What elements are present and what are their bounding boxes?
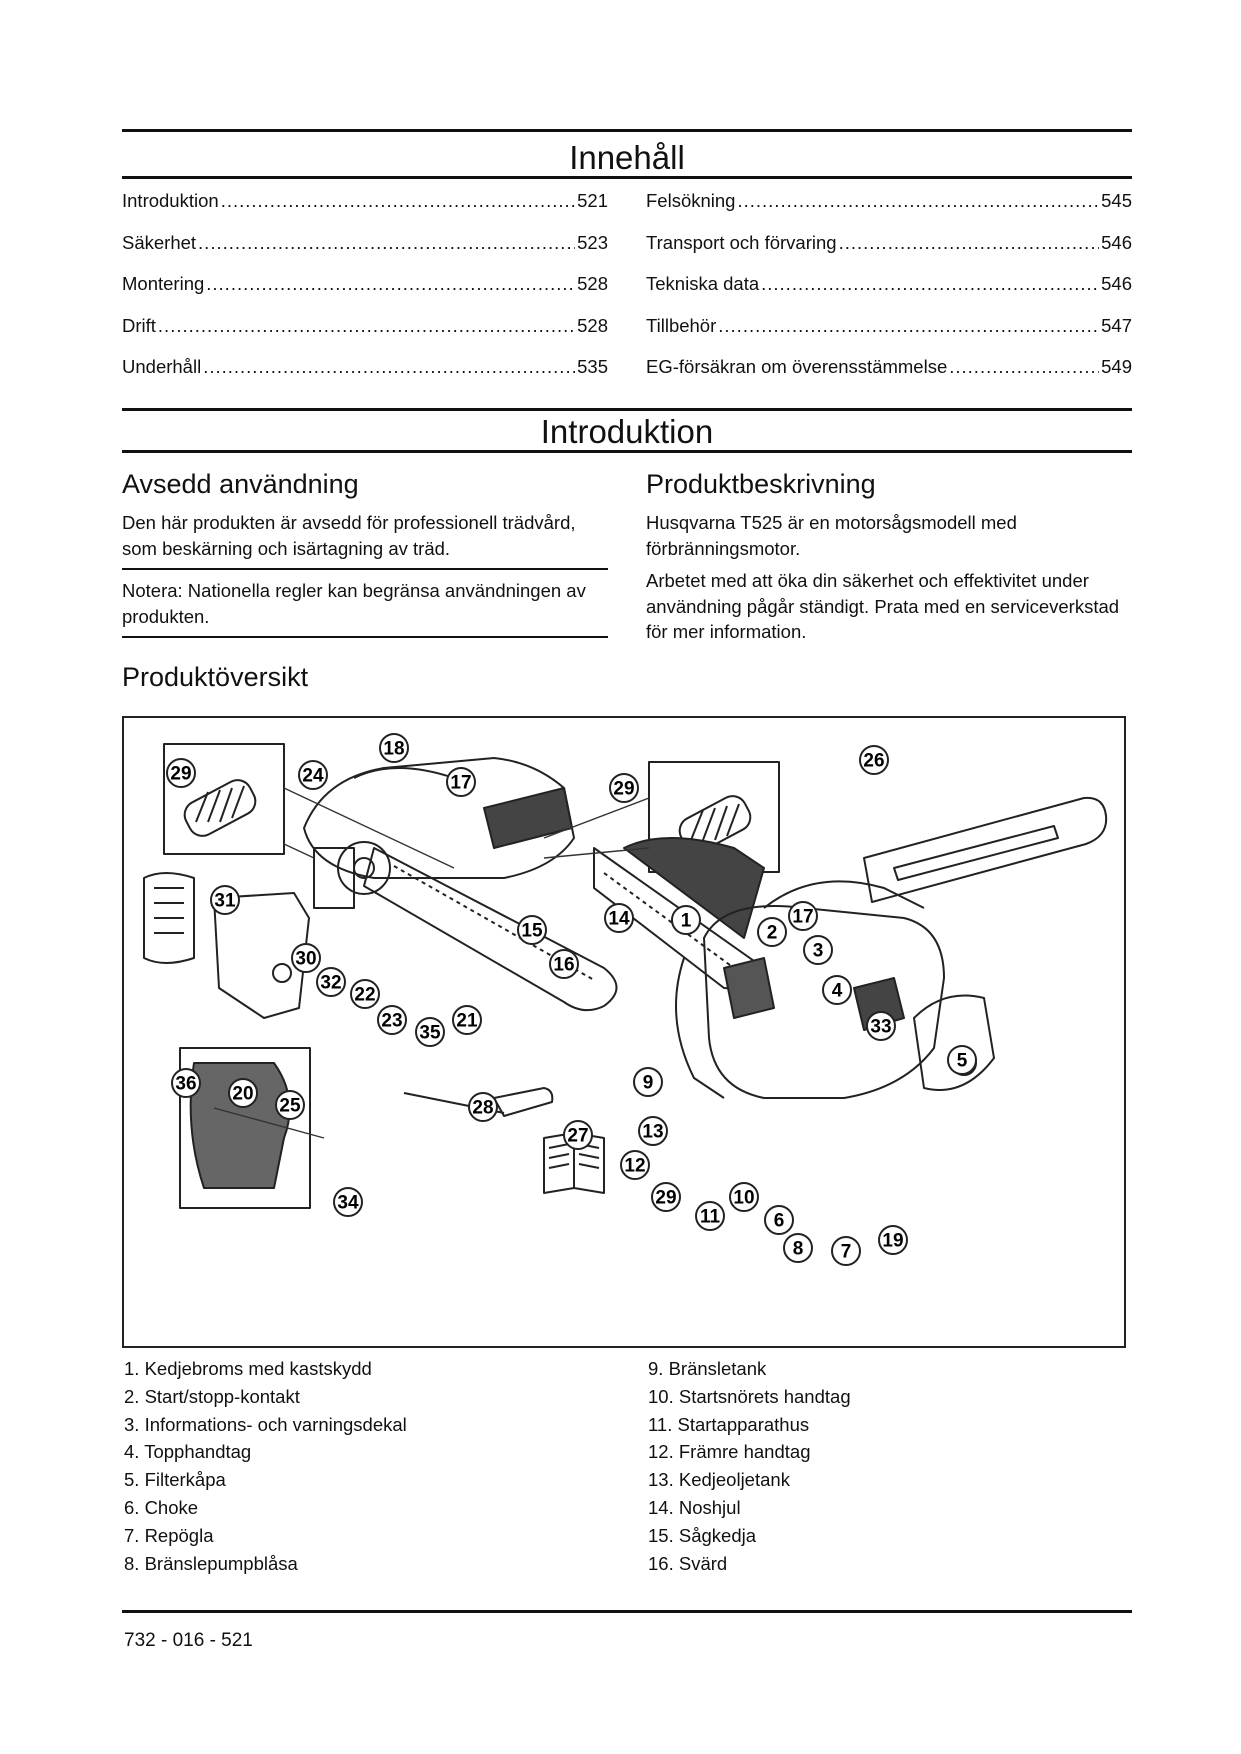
callout-number: 36 [175,1073,197,1095]
callout-17 [789,902,817,930]
footer-rule [122,1610,1132,1613]
toc-entry[interactable] [122,190,608,232]
sprocket-hub-icon [354,858,374,878]
legend-item: 12. Främre handtag [648,1441,811,1463]
callout-number: 7 [840,1241,852,1263]
callout-number: 23 [381,1010,403,1032]
toc-entry[interactable] [122,315,608,357]
note-text: Nationella regler kan begränsa användningen av produkten. [122,580,586,627]
callout-6 [765,1206,793,1234]
intro-title: Introduktion [540,413,714,450]
legend-item: 14. Noshjul [648,1496,741,1518]
toc-entry-label: Underhåll [122,356,202,377]
toc-entry[interactable] [646,315,1132,357]
callout-10 [730,1183,758,1211]
legend-item: 7. Repögla [124,1524,214,1546]
front-handle-icon [676,958,724,1098]
callout-number: 25 [279,1095,301,1117]
toc-top-rule [122,129,1132,132]
legend-item: 2. Start/stopp-kontakt [124,1385,300,1407]
intro-bottom-rule [122,450,1132,453]
legend-item: 16. Svärd [648,1552,728,1574]
callout-number: 21 [456,1010,478,1032]
callout-number: 30 [295,948,317,970]
toc-entry-page: 545 [1101,190,1132,211]
toc-entry-page: 535 [577,356,608,377]
legend-item: 4. Topphandtag [124,1441,252,1463]
toc-entry-label: Tillbehör [646,314,717,336]
legend-item: 11. Startapparathus [648,1413,810,1435]
callout-number: 4 [831,980,843,1002]
toc-leader [158,315,575,337]
callout-8 [784,1234,812,1262]
description-heading: Produktbeskrivning [646,469,876,499]
callout-35 [416,1018,444,1046]
toc-entry-page: 523 [577,231,608,253]
callout-number: 3 [812,940,824,962]
callout-number: 17 [792,906,814,928]
toc-entry-label: EG-försäkran om överensstämmelse [646,356,948,377]
note-label: Notera: [122,580,183,601]
callout-36 [172,1069,200,1097]
callout-22 [351,980,379,1008]
callout-19 [879,1226,907,1254]
toc-title: Innehåll [569,139,685,176]
intended-use-text: Den här produkten är avsedd för professionell trädvård, som beskärning och isärtagning av träd. [122,512,576,559]
legend-item: 13. Kedjeoljetank [648,1469,790,1491]
toc-entry[interactable] [122,356,608,398]
callout-30 [292,944,320,972]
starter-grille-icon [724,958,774,1018]
toc-entry-label: Introduktion [122,190,219,211]
description-text-1: Husqvarna T525 är en motorsågsmodell med förbränningsmotor. [646,512,1017,559]
callout-number: 34 [337,1192,359,1214]
callout-number: 29 [613,778,635,800]
note-top-rule [122,568,608,570]
callout-31 [211,886,239,914]
callout-number: 6 [773,1210,785,1232]
callout-7 [832,1237,860,1265]
callout-group [167,734,976,1265]
callout-number: 20 [232,1083,254,1105]
top-handle-icon [354,768,454,778]
callout-20 [229,1079,257,1107]
callout-15 [518,916,546,944]
callout-number: 8 [792,1238,804,1260]
callout-21 [453,1006,481,1034]
toc-entry-page: 528 [577,314,608,336]
guide-bar-spare-icon [864,798,1106,902]
clutch-housing-icon [314,848,354,908]
callout-13 [639,1117,667,1145]
callout-number: 16 [553,954,575,976]
callout-23 [378,1006,406,1034]
callout-number: 35 [419,1022,441,1044]
legend-item: 9. Bränsletank [648,1358,767,1379]
toc-entry-page: 528 [577,273,608,294]
legend-item: 10. Startsnörets handtag [648,1385,851,1407]
callout-12 [621,1151,649,1179]
toc-entry[interactable] [122,232,608,274]
toc-entry-page: 547 [1101,314,1132,336]
callout-34 [334,1188,362,1216]
callout-11 [696,1202,724,1230]
toc-right-column [646,190,1132,398]
toc-entry[interactable] [646,356,1132,398]
description-text-2: Arbetet med att öka din säkerhet och effektivitet under användning pågår ständigt. Prata med en serviceverkstad för mer information. [646,570,1120,642]
callout-number: 5 [956,1050,968,1072]
legend-left [124,1355,407,1577]
callout-17 [447,768,475,796]
callout-number: 31 [214,890,236,912]
callout-number: 19 [882,1230,904,1252]
callout-number: 12 [624,1155,646,1177]
callout-1 [672,906,700,934]
toc-entry-page: 549 [1101,356,1132,377]
callout-3 [804,936,832,964]
toc-entry-label: Transport och förvaring [646,231,837,253]
intro-top-rule [122,408,1132,411]
toc-entry-page: 546 [1101,231,1132,253]
legend-item: 5. Filterkåpa [124,1469,226,1491]
callout-14 [605,904,633,932]
callout-25 [276,1091,304,1119]
callout-number: 29 [655,1187,677,1209]
guide-bar-slot-icon [894,826,1058,880]
toc-entry[interactable] [646,273,1132,315]
bar-nut-icon [273,964,291,982]
callout-number: 15 [521,920,543,942]
toc-leader [203,356,575,378]
callout-2 [758,918,786,946]
toc-entry-page: 521 [577,190,608,211]
note-bottom-rule [122,636,608,638]
toc-entry[interactable] [646,190,1132,232]
callout-number: 13 [642,1121,664,1143]
callout-number: 26 [863,750,885,772]
callout-18 [380,734,408,762]
legend-right [648,1355,851,1577]
grip-left-icon [180,775,260,841]
toc-entry-label: Drift [122,314,156,336]
callout-number: 2 [766,922,778,944]
callout-number: 33 [870,1016,892,1038]
callout-29 [652,1183,680,1211]
callout-number: 17 [450,772,472,794]
callout-24 [299,761,327,789]
leader-line [284,844,314,858]
callout-number: 32 [320,972,342,994]
guide-bar-icon [364,848,617,1010]
toc-leader [718,315,1099,337]
toc-entry-label: Felsökning [646,190,736,211]
callout-27 [564,1121,592,1149]
toc-leader [839,232,1100,254]
toc-bottom-rule [122,176,1132,179]
callout-number: 14 [608,908,630,930]
toc-leader [949,356,1099,378]
toc-entry[interactable] [646,232,1132,274]
callout-number: 18 [383,738,405,760]
callout-number: 10 [733,1187,755,1209]
callout-number: 9 [642,1072,654,1094]
toc-entry-label: Tekniska data [646,273,760,294]
callout-number: 28 [472,1097,494,1119]
callout-number: 22 [354,984,376,1006]
legend-item: 15. Sågkedja [648,1524,757,1546]
air-intake-grille-icon [484,788,572,848]
legend-item: 8. Bränslepumpblåsa [124,1552,298,1574]
callout-number: 1 [680,910,692,932]
legend-item: 1. Kedjebroms med kastskydd [124,1358,372,1379]
intended-use-heading: Avsedd användning [122,469,359,499]
toc-entry-label: Säkerhet [122,231,197,253]
callout-32 [317,968,345,996]
toc-left-column [122,190,608,398]
overview-heading: Produktöversikt [122,662,309,692]
callout-number: 11 [699,1206,721,1228]
toc-leader [761,273,1099,295]
note-box [122,578,612,629]
cover-vents-icon [154,888,184,933]
toc-leader [737,190,1099,212]
legend-item: 6. Choke [124,1496,199,1518]
callout-9 [634,1068,662,1096]
callout-16 [550,950,578,978]
callout-26 [860,746,888,774]
toc-leader [221,190,575,212]
toc-entry[interactable] [122,273,608,315]
toc-entry-label: Montering [122,273,205,294]
legend-item: 3. Informations- och varningsdekal [124,1413,407,1435]
toc-entry-page: 546 [1101,273,1132,294]
callout-number: 29 [170,763,192,785]
chainsaw-exploded-diagram [124,718,1124,1346]
callout-29 [610,774,638,802]
callout-28 [469,1093,497,1121]
callout-29 [167,759,195,787]
toc-leader [198,232,575,254]
callout-number: 27 [567,1125,589,1147]
toc-leader [206,273,575,295]
callout-4 [823,976,851,1004]
callout-5 [948,1046,976,1074]
product-overview-figure [122,716,1126,1348]
filter-cover-icon [914,996,994,1091]
callout-number: 24 [302,765,324,787]
footer-doc-number: 732 - 016 - 521 [124,1630,253,1651]
callout-33 [867,1012,895,1040]
